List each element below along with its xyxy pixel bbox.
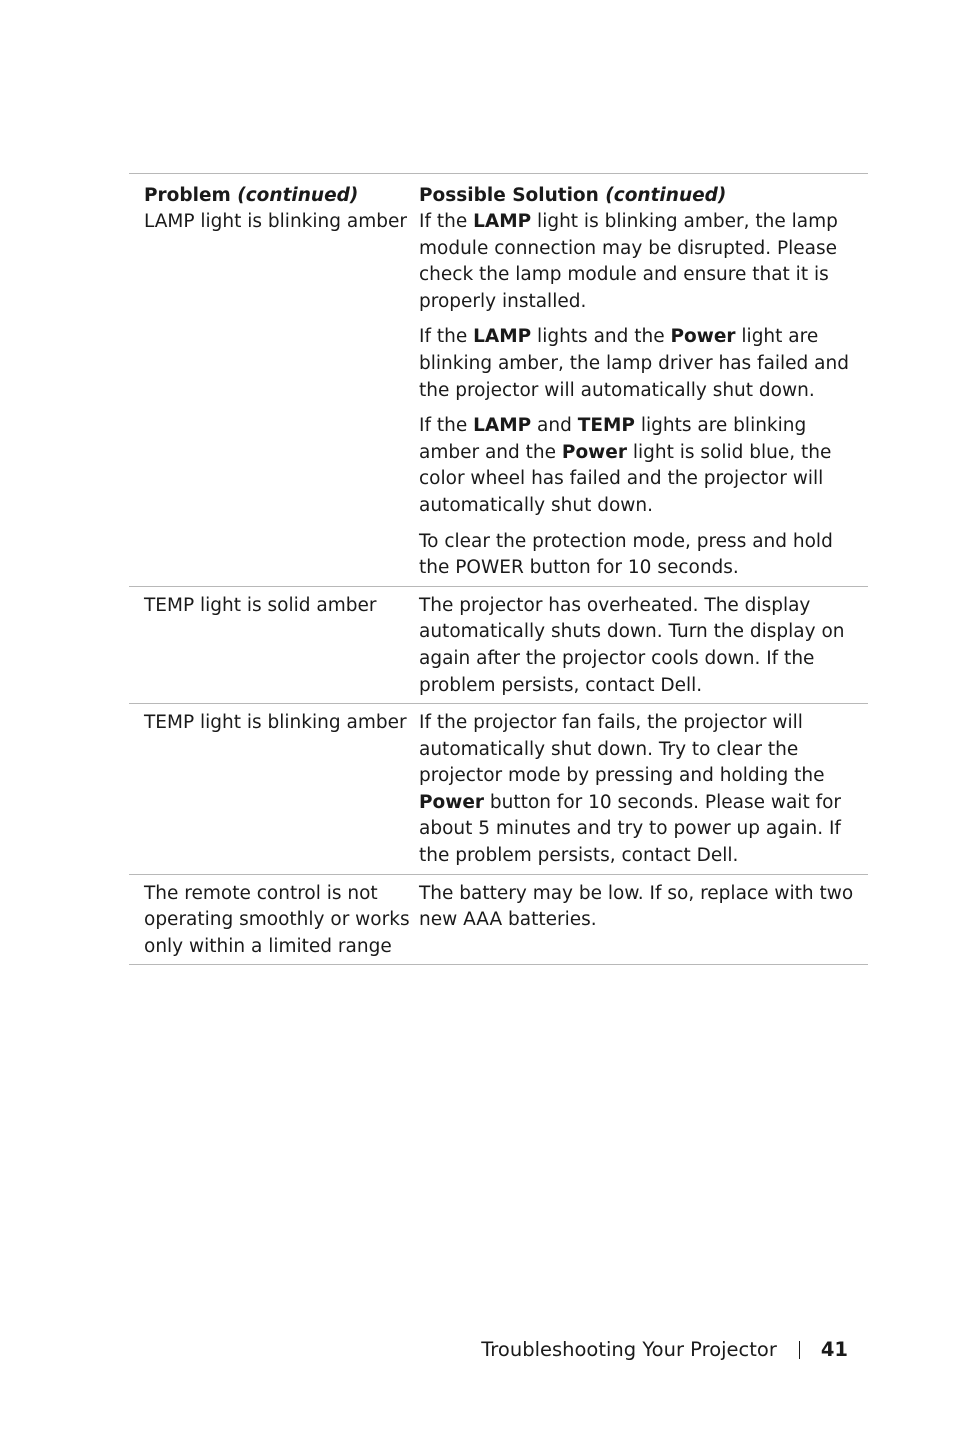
page-number: 41 <box>820 1338 848 1361</box>
solution-paragraph <box>419 710 868 870</box>
problem-cell: LAMP light is blinking amber <box>144 211 407 232</box>
table-row <box>129 209 868 587</box>
text-run: If the <box>419 211 474 232</box>
problem-cell: TEMP light is blinking amber <box>144 712 407 734</box>
solution-paragraph <box>419 413 868 519</box>
text-run: lights and the <box>531 326 671 348</box>
text-run: and <box>531 415 578 437</box>
solution-cell <box>419 881 868 961</box>
solution-paragraph <box>419 209 868 315</box>
solution-cell <box>419 593 868 699</box>
text-run: If the <box>419 326 474 348</box>
problem-column-header <box>129 180 419 209</box>
solution-column-header <box>419 180 868 209</box>
page-footer <box>481 1336 848 1364</box>
table-header-row <box>129 174 868 209</box>
emphasized-term: TEMP <box>577 415 635 437</box>
solution-paragraph <box>419 324 868 404</box>
text-run: The battery may be low. If so, replace with two new AAA batteries. <box>419 882 854 931</box>
solution-paragraph <box>419 881 868 934</box>
emphasized-term: Power <box>419 791 485 813</box>
footer-section-title: Troubleshooting Your Projector <box>481 1338 777 1361</box>
solution-paragraph <box>419 593 868 699</box>
solution-header-suffix: (continued) <box>605 185 727 206</box>
text-run: lights are blinking amber and the <box>419 415 807 463</box>
text-run: button for 10 seconds. Please wait for about 5 minutes and try to power up again. If the problem persists, contact Dell. <box>419 791 842 867</box>
text-run: To clear the protection mode, press and hold the POWER button for 10 seconds. <box>419 530 833 579</box>
text-run: light is blinking amber, the lamp module connection may be disrupted. Please check the lamp module and ensure that it is properly installed. <box>419 211 838 312</box>
solution-cell <box>419 710 868 870</box>
emphasized-term: LAMP <box>473 211 532 232</box>
text-run: The projector has overheated. The display automatically shuts down. Turn the display on again after the projector cools down. If the problem persists, contact Dell. <box>419 594 845 696</box>
table-row <box>129 875 868 966</box>
text-run: light is solid blue, the color wheel has failed and the projector will automatically shut down. <box>419 441 832 516</box>
emphasized-term: LAMP <box>473 326 532 348</box>
text-run: If the <box>419 415 474 437</box>
problem-cell: TEMP light is solid amber <box>144 594 377 616</box>
solution-header-label: Possible Solution <box>419 185 599 206</box>
troubleshooting-table <box>129 173 868 965</box>
emphasized-term: Power <box>670 326 736 348</box>
text-run: light are blinking amber, the lamp driver has failed and the projector will automatically shut down. <box>419 326 849 401</box>
table-row <box>129 587 868 704</box>
footer-divider <box>799 1341 800 1359</box>
solution-paragraph <box>419 529 868 582</box>
problem-header-suffix: (continued) <box>237 185 359 206</box>
problem-cell: The remote control is not operating smoothly or works only within a limited range <box>144 882 410 957</box>
solution-cell <box>419 209 868 582</box>
emphasized-term: LAMP <box>473 415 532 437</box>
problem-header-label: Problem <box>144 185 231 206</box>
table-row <box>129 704 868 875</box>
emphasized-term: Power <box>561 441 627 463</box>
text-run: If the projector fan fails, the projector will automatically shut down. Try to clear the projector mode by pressing and holding the <box>419 712 825 787</box>
